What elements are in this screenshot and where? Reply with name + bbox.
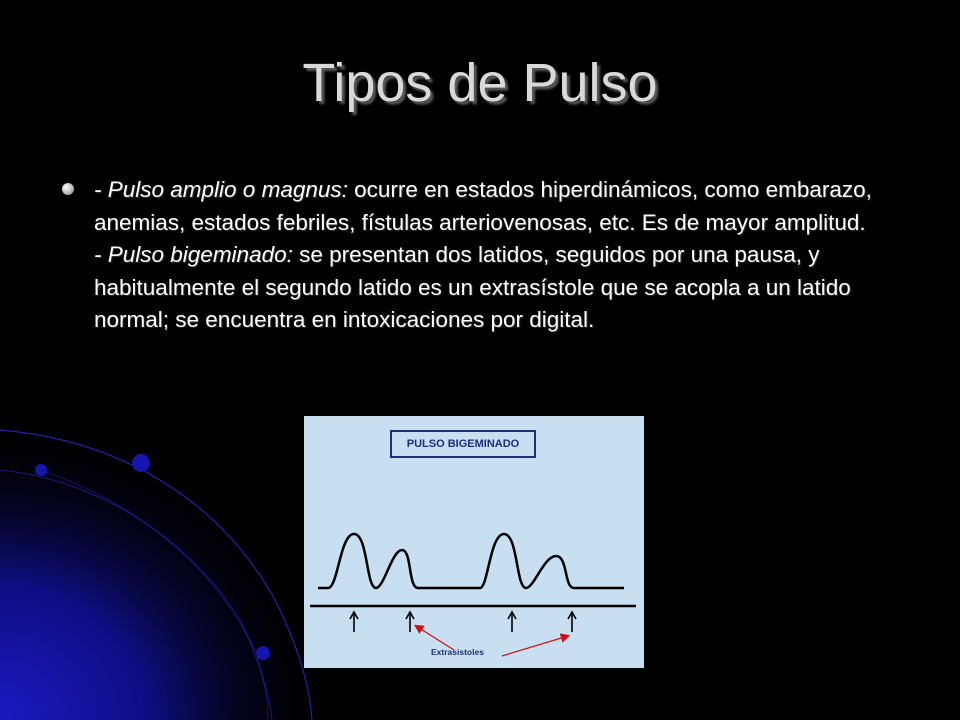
pulse-diagram	[304, 416, 644, 668]
pulse-waveform	[318, 534, 624, 588]
annotation-arrow-2	[502, 636, 568, 656]
item-lead-magnus: - Pulso amplio o magnus:	[94, 177, 348, 202]
decor-dot-large	[132, 454, 150, 472]
diagram-caption: Extrasistoles	[431, 647, 484, 657]
beat-arrows	[350, 612, 576, 632]
bullet-text	[94, 174, 912, 337]
item-lead-bigeminado: - Pulso bigeminado:	[94, 242, 293, 267]
decor-dot-small	[35, 464, 47, 476]
page-title: Tipos de Pulso	[302, 53, 658, 113]
item-text-magnus: ocurre en estados hiperdinámicos, como embarazo, anemias, estados febriles, fístulas arteriovenosas, etc. Es de mayor amplitud.	[94, 177, 872, 235]
bullet-icon	[62, 183, 74, 195]
bullet-list-item	[62, 174, 912, 337]
diagram-title: PULSO BIGEMINADO	[390, 430, 536, 458]
decor-dot-bottom	[256, 646, 270, 660]
item-text-bigeminado: se presentan dos latidos, seguidos por una pausa, y habitualmente el segundo latido es un extrasístole que se acopla a un latido normal; se encuentra en intoxicaciones por digital.	[94, 242, 851, 332]
